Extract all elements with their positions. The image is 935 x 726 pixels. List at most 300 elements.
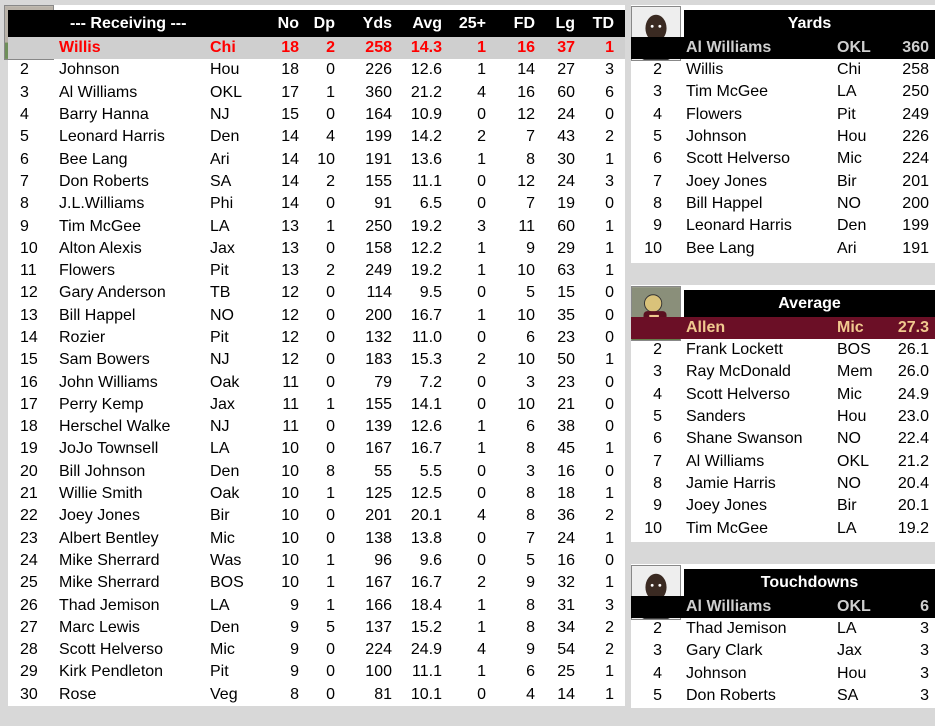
lg-cell: 16 [557, 551, 575, 569]
team-cell: Jax [210, 239, 235, 257]
rank-cell: 11 [20, 262, 37, 280]
player-name-cell: Herschel Walke [59, 418, 171, 436]
avg-cell: 19.2 [410, 217, 442, 235]
team-cell: BOS [837, 341, 871, 359]
receiving-row [8, 215, 625, 237]
player-name-cell: Leonard Harris [686, 217, 792, 235]
average-row [631, 384, 935, 406]
avg-cell: 10.1 [410, 685, 442, 703]
receiving-row [8, 148, 625, 170]
no-cell: 10 [281, 507, 299, 525]
yards-row [631, 237, 935, 259]
lg-cell: 34 [557, 618, 575, 636]
td-cell: 0 [605, 106, 614, 124]
lg-cell: 15 [557, 284, 575, 302]
player-name-cell: Scott Helverso [686, 385, 791, 403]
rank-cell: 3 [653, 83, 662, 101]
yds-cell: 167 [365, 574, 392, 592]
rank-cell: 7 [653, 452, 662, 470]
p25-cell: 0 [477, 529, 486, 547]
rank-cell: 5 [653, 128, 662, 146]
avg-cell: 14.3 [392, 37, 442, 59]
td-cell: 2 [605, 618, 614, 636]
team-cell: OKL [837, 596, 889, 618]
yds-cell: 164 [365, 106, 392, 124]
yds-cell: 191 [365, 150, 392, 168]
dp-cell: 8 [326, 462, 335, 480]
p25-cell: 0 [477, 329, 486, 346]
td-cell: 2 [605, 641, 614, 659]
rank-cell: 19 [20, 440, 38, 458]
col-header-dp: Dp [299, 10, 335, 37]
player-name-cell: Allen [686, 317, 837, 339]
average-leader-row [631, 317, 935, 339]
dp-cell: 0 [326, 663, 335, 681]
td-cell: 0 [605, 418, 614, 436]
touchdowns-title: Touchdowns [684, 569, 935, 596]
player-name-cell: Mike Sherrard [59, 551, 160, 569]
player-name-cell: Al Williams [59, 83, 138, 101]
yds-cell: 155 [365, 172, 392, 190]
team-cell: NO [210, 306, 234, 324]
average-row [631, 495, 935, 517]
dp-cell: 0 [326, 685, 335, 703]
p25-cell: 0 [477, 485, 486, 503]
lg-cell: 45 [557, 440, 575, 458]
no-cell: 17 [281, 83, 299, 101]
rank-cell: 27 [20, 618, 38, 636]
team-cell: Den [837, 217, 867, 235]
value-cell: 226 [902, 128, 929, 146]
team-cell: Mic [837, 150, 862, 168]
team-cell: Mem [837, 363, 873, 381]
col-header-no: No [250, 10, 299, 37]
p25-cell: 1 [477, 618, 486, 636]
lg-cell: 24 [557, 529, 575, 547]
team-cell: BOS [210, 574, 244, 592]
player-name-cell: Al Williams [686, 452, 765, 470]
player-name-cell: Marc Lewis [59, 618, 140, 636]
td-cell: 1 [605, 574, 614, 592]
p25-cell: 0 [477, 284, 486, 302]
rank-cell: 21 [20, 485, 38, 503]
no-cell: 13 [281, 217, 299, 235]
player-name-cell: Willie Smith [59, 485, 143, 503]
td-cell: 1 [605, 685, 614, 703]
dp-cell: 4 [326, 128, 335, 146]
player-name-cell: Leonard Harris [59, 128, 165, 146]
team-cell: Ari [210, 150, 230, 168]
avg-cell: 18.4 [410, 596, 442, 614]
p25-cell: 0 [477, 685, 486, 703]
team-cell: Den [210, 618, 240, 636]
team-cell: Was [210, 551, 242, 569]
yds-cell: 55 [374, 462, 392, 480]
no-cell: 10 [281, 485, 299, 503]
td-cell: 1 [605, 217, 614, 235]
team-cell: Pit [210, 663, 229, 681]
rank-cell: 4 [653, 664, 662, 682]
team-cell: NO [837, 474, 861, 492]
value-cell: 22.4 [897, 430, 929, 448]
yds-cell: 100 [365, 663, 392, 681]
player-name-cell: Thad Jemison [686, 620, 787, 638]
receiving-row [8, 639, 625, 661]
average-row [631, 361, 935, 383]
yds-cell: 158 [365, 239, 392, 257]
average-panel [631, 285, 935, 542]
yds-cell: 138 [365, 529, 392, 547]
lg-cell: 50 [557, 351, 575, 369]
touchdowns-leader-row [631, 596, 935, 618]
fd-cell: 9 [526, 239, 535, 257]
receiving-row [8, 82, 625, 104]
player-name-cell: Flowers [59, 262, 116, 280]
rank-cell: 15 [20, 351, 38, 369]
p25-cell: 1 [477, 239, 486, 257]
yds-cell: 250 [365, 217, 392, 235]
rank-cell: 6 [653, 150, 662, 168]
player-name-cell: Thad Jemison [59, 596, 160, 614]
td-cell: 0 [605, 284, 614, 302]
td-cell: 1 [605, 351, 614, 369]
avg-cell: 11.0 [412, 329, 442, 346]
fd-cell: 8 [526, 485, 535, 503]
rank-cell [8, 37, 59, 59]
p25-cell: 4 [477, 641, 486, 659]
receiving-row [8, 617, 625, 639]
fd-cell: 11 [518, 217, 535, 235]
col-header-td: TD [575, 10, 625, 37]
team-cell: LA [837, 620, 857, 638]
p25-cell: 1 [477, 440, 486, 458]
no-cell: 14 [281, 150, 299, 168]
receiving-row [8, 505, 625, 527]
value-cell: 24.9 [897, 385, 929, 403]
avg-cell: 6.5 [419, 195, 442, 213]
receiving-row [8, 260, 625, 282]
team-cell: Pit [837, 105, 856, 123]
dp-cell: 5 [326, 618, 335, 636]
team-cell: NO [837, 194, 861, 212]
player-name-cell: Perry Kemp [59, 395, 144, 413]
team-cell: Chi [210, 37, 250, 59]
player-name-cell: John Williams [59, 373, 158, 391]
average-row [631, 517, 935, 539]
fd-cell: 7 [526, 128, 535, 146]
p25-cell: 0 [477, 106, 486, 124]
value-cell: 19.2 [897, 519, 929, 537]
touchdowns-row [631, 663, 935, 685]
lg-cell: 16 [557, 462, 575, 480]
receiving-row [8, 684, 625, 706]
receiving-title: --- Receiving --- [8, 10, 250, 37]
td-cell: 0 [605, 373, 614, 391]
team-cell: Jax [210, 395, 235, 413]
dp-cell: 0 [326, 195, 335, 213]
receiving-row [8, 416, 625, 438]
team-cell: Jax [837, 642, 862, 660]
team-cell: LA [210, 217, 230, 235]
rank-cell: 24 [20, 551, 38, 569]
dp-cell: 0 [326, 106, 335, 124]
p25-cell: 0 [477, 172, 486, 190]
dp-cell: 2 [299, 37, 335, 59]
team-cell: LA [210, 440, 230, 458]
value-cell: 26.1 [897, 341, 929, 359]
team-cell: NJ [210, 106, 230, 124]
no-cell: 10 [281, 440, 299, 458]
value-cell: 3 [920, 620, 929, 638]
no-cell: 12 [281, 306, 299, 324]
player-name-cell: Don Roberts [686, 687, 776, 705]
rank-cell: 6 [653, 430, 662, 448]
player-name-cell: Tim McGee [686, 83, 769, 101]
avg-cell: 16.7 [410, 306, 442, 324]
team-cell: NJ [210, 351, 230, 369]
team-cell: OKL [837, 37, 889, 59]
rank-cell: 3 [653, 363, 662, 381]
yds-cell: 249 [365, 262, 392, 280]
yds-cell: 125 [365, 485, 392, 503]
value-cell: 27.3 [889, 317, 935, 339]
player-name-cell: Mike Sherrard [59, 574, 160, 592]
fd-cell: 4 [526, 685, 535, 703]
yards-row [631, 81, 935, 103]
rank-cell: 18 [20, 418, 38, 436]
player-name-cell: Sanders [686, 408, 746, 426]
avg-cell: 14.1 [410, 395, 442, 413]
yds-cell: 91 [374, 195, 392, 213]
dp-cell: 10 [317, 150, 335, 168]
lg-cell: 29 [557, 239, 575, 257]
td-cell: 1 [605, 239, 614, 257]
receiving-row [8, 661, 625, 683]
receiving-row [8, 483, 625, 505]
p25-cell: 0 [477, 462, 486, 480]
yds-cell: 199 [365, 128, 392, 146]
td-cell: 3 [605, 596, 614, 614]
avg-cell: 15.3 [410, 351, 442, 369]
value-cell: 191 [902, 239, 929, 257]
player-name-cell: JoJo Townsell [59, 440, 159, 458]
yds-cell: 167 [365, 440, 392, 458]
td-cell: 1 [605, 262, 614, 280]
dp-cell: 2 [326, 262, 335, 280]
fd-cell: 7 [526, 529, 535, 547]
value-cell: 201 [902, 172, 929, 190]
td-cell: 1 [605, 529, 614, 547]
receiving-row [8, 171, 625, 193]
rank-cell: 17 [20, 395, 38, 413]
p25-cell: 0 [477, 195, 486, 213]
team-cell: Mic [837, 385, 862, 403]
no-cell: 8 [290, 685, 299, 703]
team-cell: Hou [837, 128, 867, 146]
rank-cell: 10 [644, 519, 662, 537]
td-cell: 1 [605, 485, 614, 503]
td-cell: 0 [605, 329, 614, 346]
value-cell: 250 [902, 83, 929, 101]
receiving-row [8, 594, 625, 616]
team-cell: Pit [210, 329, 229, 346]
yards-row [631, 215, 935, 237]
dp-cell: 0 [326, 329, 335, 346]
fd-cell: 9 [526, 574, 535, 592]
dp-cell: 0 [326, 529, 335, 547]
team-cell: SA [837, 687, 859, 705]
td-cell: 1 [605, 150, 614, 168]
player-name-cell: Rose [59, 685, 97, 703]
average-table [631, 317, 935, 540]
receiving-row [8, 371, 625, 393]
p25-cell: 4 [477, 83, 486, 101]
lg-cell: 23 [557, 329, 575, 346]
team-cell: Pit [210, 262, 229, 280]
fd-cell: 7 [526, 195, 535, 213]
player-name-cell: Ray McDonald [686, 363, 791, 381]
avg-cell: 13.6 [410, 150, 442, 168]
receiving-row [8, 282, 625, 304]
no-cell: 9 [290, 618, 299, 636]
avg-cell: 7.2 [419, 373, 442, 391]
p25-cell: 1 [477, 150, 486, 168]
p25-cell: 0 [477, 551, 486, 569]
receiving-row [8, 528, 625, 550]
lg-cell: 60 [557, 83, 575, 101]
value-cell: 199 [902, 217, 929, 235]
avg-cell: 16.7 [410, 440, 442, 458]
team-cell: LA [837, 83, 857, 101]
value-cell: 20.1 [897, 497, 929, 515]
avg-cell: 12.2 [410, 239, 442, 257]
dp-cell: 1 [326, 485, 335, 503]
player-name-cell: Shane Swanson [686, 430, 803, 448]
avg-cell: 14.2 [410, 128, 442, 146]
rank-cell [631, 596, 686, 618]
player-name-cell: Rozier [59, 329, 106, 346]
receiving-row [8, 394, 625, 416]
avg-cell: 11.1 [412, 663, 442, 681]
p25-cell: 4 [477, 507, 486, 525]
col-header-25plus: 25+ [442, 10, 486, 37]
dp-cell: 0 [326, 239, 335, 257]
rank-cell: 13 [20, 306, 38, 324]
avg-cell: 24.9 [410, 641, 442, 659]
player-name-cell: Al Williams [686, 37, 837, 59]
no-cell: 18 [281, 61, 299, 79]
dp-cell: 0 [326, 440, 335, 458]
player-name-cell: Sam Bowers [59, 351, 150, 369]
rank-cell: 3 [20, 83, 29, 101]
rank-cell: 14 [20, 329, 38, 346]
player-name-cell: Kirk Pendleton [59, 663, 164, 681]
col-header-yds: Yds [335, 10, 392, 37]
fd-cell: 10 [517, 351, 535, 369]
lg-cell: 38 [557, 418, 575, 436]
player-name-cell: Al Williams [686, 596, 837, 618]
player-name-cell: Bee Lang [59, 150, 128, 168]
player-name-cell: Jamie Harris [686, 474, 776, 492]
yards-row [631, 148, 935, 170]
value-cell: 224 [902, 150, 929, 168]
rank-cell: 30 [20, 685, 38, 703]
fd-cell: 10 [517, 306, 535, 324]
no-cell: 15 [281, 106, 299, 124]
col-header-avg: Avg [392, 10, 442, 37]
team-cell: Ari [837, 239, 857, 257]
yards-row [631, 104, 935, 126]
average-row [631, 428, 935, 450]
team-cell: Hou [210, 61, 240, 79]
average-row [631, 450, 935, 472]
lg-cell: 36 [557, 507, 575, 525]
team-cell: Bir [837, 497, 857, 515]
p25-cell: 0 [477, 373, 486, 391]
player-name-cell: Johnson [686, 664, 747, 682]
rank-cell: 8 [653, 194, 662, 212]
rank-cell: 2 [653, 61, 662, 79]
p25-cell: 2 [477, 574, 486, 592]
lg-cell: 37 [535, 37, 575, 59]
dp-cell: 0 [326, 418, 335, 436]
player-name-cell: Bee Lang [686, 239, 755, 257]
rank-cell: 5 [653, 408, 662, 426]
rank-cell: 9 [653, 497, 662, 515]
receiving-row [8, 572, 625, 594]
dp-cell: 0 [326, 61, 335, 79]
receiving-panel [8, 5, 625, 706]
value-cell: 3 [920, 664, 929, 682]
average-row [631, 339, 935, 361]
team-cell: Mic [210, 641, 235, 659]
rank-cell: 12 [20, 284, 38, 302]
rank-cell: 9 [20, 217, 29, 235]
lg-cell: 23 [557, 373, 575, 391]
lg-cell: 43 [557, 128, 575, 146]
player-name-cell: Bill Happel [59, 306, 136, 324]
no-cell: 9 [290, 641, 299, 659]
receiving-row [8, 104, 625, 126]
yds-cell: 224 [365, 641, 392, 659]
yds-cell: 155 [365, 395, 392, 413]
player-name-cell: Alton Alexis [59, 239, 142, 257]
p25-cell: 1 [477, 61, 486, 79]
rank-cell: 10 [644, 239, 662, 257]
fd-cell: 8 [526, 150, 535, 168]
team-cell: LA [837, 519, 857, 537]
dp-cell: 1 [326, 217, 335, 235]
td-cell: 0 [605, 462, 614, 480]
rank-cell: 8 [653, 474, 662, 492]
yds-cell: 114 [366, 284, 392, 302]
rank-cell: 2 [20, 61, 29, 79]
team-cell: Oak [210, 485, 240, 503]
lg-cell: 18 [557, 485, 575, 503]
yds-cell: 139 [365, 418, 392, 436]
rank-cell: 8 [20, 195, 29, 213]
no-cell: 11 [282, 418, 299, 436]
fd-cell: 5 [526, 551, 535, 569]
receiving-row [8, 349, 625, 371]
team-cell: Den [210, 128, 240, 146]
receiving-row [8, 438, 625, 460]
yards-row [631, 126, 935, 148]
receiving-row [8, 550, 625, 572]
col-header-lg: Lg [535, 10, 575, 37]
p25-cell: 2 [477, 128, 486, 146]
yds-cell: 137 [365, 618, 392, 636]
